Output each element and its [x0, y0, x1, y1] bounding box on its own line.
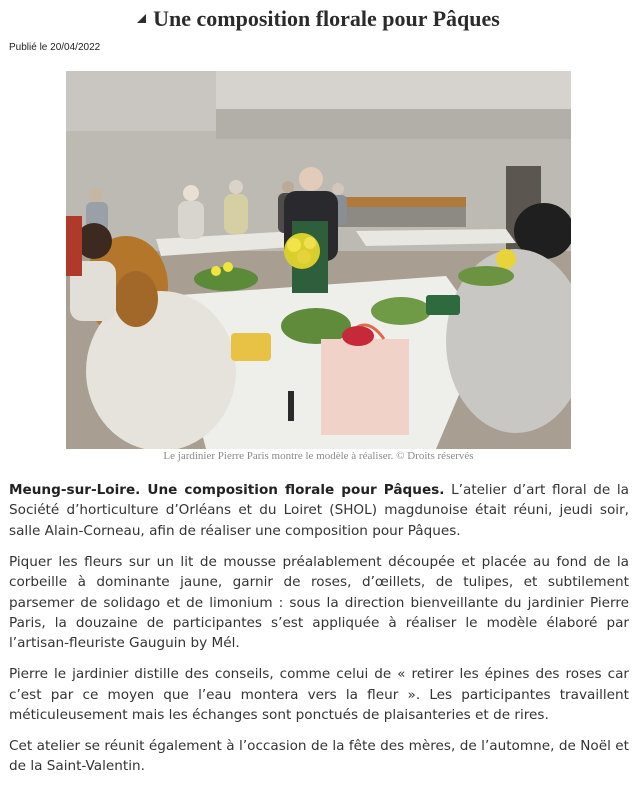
- article-body: [9, 480, 629, 787]
- article-title: Une composition florale pour Pâques: [153, 6, 500, 31]
- body-paragraph: Piquer les fleurs sur un lit de mousse préalablement découpée et placée au fond de la corbeille à dominante jaune, garnir de roses, d’œillets, de tulipes, et subtilement parsemer de solidago et de limonium : sous la direction bienveillante du jardinier Pierre Paris, la douzaine de participantes s’est appliquée à réaliser le modèle élaboré par l’artisan-fleuriste Gauguin by Mél.: [9, 553, 629, 652]
- collapse-triangle-icon[interactable]: [137, 14, 146, 23]
- lead-paragraph: [9, 480, 629, 541]
- dateline: Meung-sur-Loire. Une composition florale pour Pâques.: [9, 482, 445, 498]
- body-paragraph: Cet atelier se réunit également à l’occasion de la fête des mères, de l’automne, de Noël et de la Saint-Valentin.: [9, 737, 629, 775]
- publish-date: Publié le 20/04/2022: [9, 42, 101, 53]
- body-paragraph: Pierre le jardinier distille des conseils, comme celui de « retirer les épines des roses car c’est par ce moyen que l’eau montera vers la fleur ». Les participantes travaillent méticuleusement mais les échanges sont ponctués de plaisanteries et de rires.: [9, 666, 629, 724]
- lead-text: L’atelier d’art floral de la Société d’horticulture d’Orléans et du Loiret (SHOL) magdunoise était réuni, jeudi soir, salle Alain-Corneau, afin de réaliser une composition pour Pâques.: [9, 482, 629, 539]
- article-header: [0, 6, 637, 32]
- article-photo: [66, 71, 571, 449]
- photo-caption: Le jardinier Pierre Paris montre le modèle à réaliser. © Droits réservés: [163, 450, 474, 462]
